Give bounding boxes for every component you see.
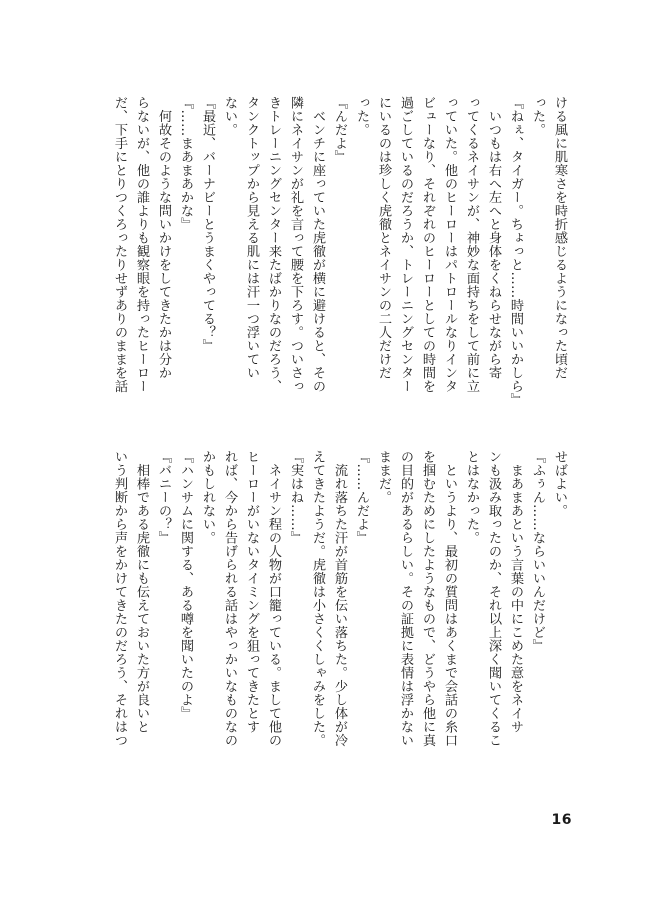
text-line: ってくるネイサンが、神妙な面持ちをして前に立 <box>464 96 479 393</box>
text-line: 『ふぅん……ならいいんだけど』 <box>530 450 545 653</box>
text-line: っていた。他のヒーローはパトロールなりインタ <box>442 96 457 393</box>
text-line: せばよい。 <box>552 450 567 518</box>
text-line: ンも汲み取ったのか、それ以上深く聞いてくるこ <box>486 450 501 747</box>
text-line: えてきたようだ。虎徹は小さくくしゃみをした。 <box>310 450 325 747</box>
text-line: れば、今から告げられる話はやっかいなものなの <box>222 450 237 747</box>
text-line: 『実はね……』 <box>288 450 303 545</box>
text-line: った。 <box>530 96 545 137</box>
text-line: の目的があるらしい。その証拠に表情は浮かない <box>398 450 413 747</box>
text-line: 『バニーの？』 <box>156 450 171 545</box>
text-line: いう判断から声をかけてきたのだろう、それはつ <box>112 450 127 747</box>
text-line: というより、最初の質問はあくまで会話の糸口 <box>442 450 457 747</box>
text-line: ない。 <box>222 96 237 137</box>
text-line: った。 <box>354 96 369 137</box>
text-line: かもしれない。 <box>200 450 215 545</box>
text-line: にいるのは珍しく虎徹とネイサンの二人だけだ <box>376 96 391 380</box>
text-line: いつもは右へ左へと身体をくねらせながら寄 <box>486 96 501 380</box>
text-line: 隣にネイサンが礼を言って腰を下ろす。ついさっ <box>288 96 303 393</box>
text-line: ままだ。 <box>376 450 391 504</box>
text-line: まあまあという言葉の中にこめた意をネイサ <box>508 450 523 734</box>
text-line: 流れ落ちた汗が首筋を伝い落ちた。少し体が冷 <box>332 450 347 747</box>
text-line: 『最近、バーナビーとうまくやってる？』 <box>200 96 215 353</box>
text-line: 『ハンサムに関する、ある噂を聞いたのよ』 <box>178 450 193 720</box>
upper-text-block <box>112 96 570 436</box>
text-line: ネイサン程の人物が口籠っている。まして他の <box>266 450 281 747</box>
text-line: ビューなり、それぞれのヒーローとしての時間を <box>420 96 435 393</box>
text-line: ベンチに座っていた虎徹が横に避けると、その <box>310 96 325 393</box>
page-number: 16 <box>551 812 572 828</box>
text-line: 『んだよ』 <box>332 96 347 164</box>
text-line: だ、下手にとりつくろったりせずありのままを話 <box>112 96 127 393</box>
lower-text-block <box>112 450 570 796</box>
text-line: 何故そのような問いかけをしてきたかは分か <box>156 96 171 380</box>
text-line: 相棒である虎徹にも伝えておいた方が良いと <box>134 450 149 734</box>
text-line: 『……んだよ』 <box>354 450 369 545</box>
text-line: ヒーローがいないタイミングを狙ってきたとす <box>244 450 259 734</box>
text-line: を掴むためにしたようなもので、どうやら他に真 <box>420 450 435 747</box>
text-line: とはなかった。 <box>464 450 479 545</box>
text-line: らないが、他の誰よりも観察眼を持ったヒーロー <box>134 96 149 393</box>
text-line: 『……まあまあかな』 <box>178 96 193 231</box>
text-line: 過ごしているのだろうか、トレーニングセンター <box>398 96 413 393</box>
text-line: 『ねぇ、タイガー。ちょっと……時間いいかしら』 <box>508 96 523 407</box>
text-line: きトレーニングセンター来たばかりなのだろう、 <box>266 96 281 393</box>
text-line: タンクトップから見える肌には汗一つ浮いてい <box>244 96 259 380</box>
text-line: ける風に肌寒さを時折感じるようになった頃だ <box>552 96 567 380</box>
